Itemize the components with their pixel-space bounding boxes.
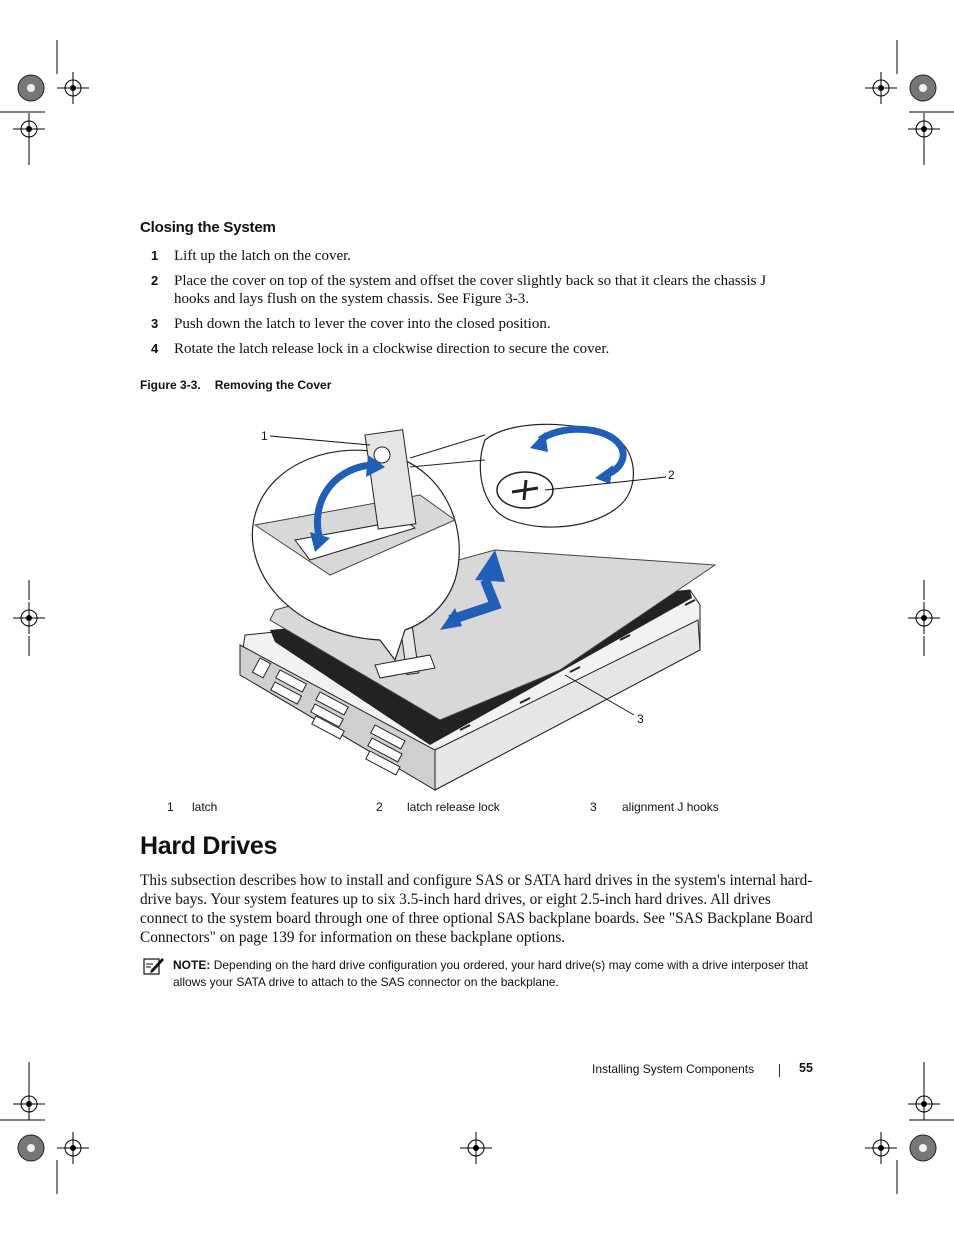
footer-chapter: Installing System Components: [592, 1062, 755, 1076]
legend-number: 1: [167, 800, 174, 814]
legend-label: latch release lock: [407, 800, 500, 814]
step-text: Push down the latch to lever the cover into the closed position.: [174, 316, 551, 332]
footer-separator: [779, 1064, 780, 1077]
legend-number: 3: [590, 800, 597, 814]
note-block: [173, 957, 818, 991]
step-number: 1: [151, 248, 159, 263]
callout-number: 1: [261, 429, 268, 443]
cover-removal-illustration: [230, 420, 720, 795]
figure-caption: [140, 378, 331, 392]
step-text: Place the cover on top of the system and offset the cover slightly back so that it clears the chassis J hooks and lays flush on the system chassis. See Figure 3-3.: [174, 273, 767, 307]
legend-label: alignment J hooks: [622, 800, 719, 814]
legend-label: latch: [192, 800, 218, 814]
note-text: Depending on the hard drive configuration you ordered, your hard drive(s) may come with a drive interposer that allows your SATA drive to attach to the SAS connector on the backplane.: [173, 958, 809, 989]
callout-number: 2: [668, 468, 675, 482]
step-number: 3: [151, 316, 159, 331]
page-number: 55: [799, 1061, 813, 1075]
step-text: Rotate the latch release lock in a clockwise direction to secure the cover.: [174, 341, 610, 357]
figure-label: Figure 3-3.: [140, 378, 201, 392]
step-number: 4: [151, 341, 159, 356]
pencil-note-icon: [143, 956, 165, 976]
hard-drives-paragraph: This subsection describes how to install and configure SAS or SATA hard drives in the system's internal hard-drive bays. Your system features up to six 3.5-inch hard drives, or eight 2.5-inch hard drives. All drives connect to the system board through one of three optional SAS backplane boards. See "SAS Backplane Board Connectors" on page 139 for information on these backplane options.: [140, 872, 813, 946]
hard-drives-heading: Hard Drives: [140, 832, 278, 860]
callout-number: 3: [637, 712, 644, 726]
legend-number: 2: [376, 800, 383, 814]
section-heading: Closing the System: [140, 219, 276, 236]
figure-title: Removing the Cover: [214, 378, 332, 392]
step-text: Lift up the latch on the cover.: [174, 248, 352, 264]
note-label: NOTE:: [173, 958, 211, 972]
step-number: 2: [151, 273, 159, 288]
